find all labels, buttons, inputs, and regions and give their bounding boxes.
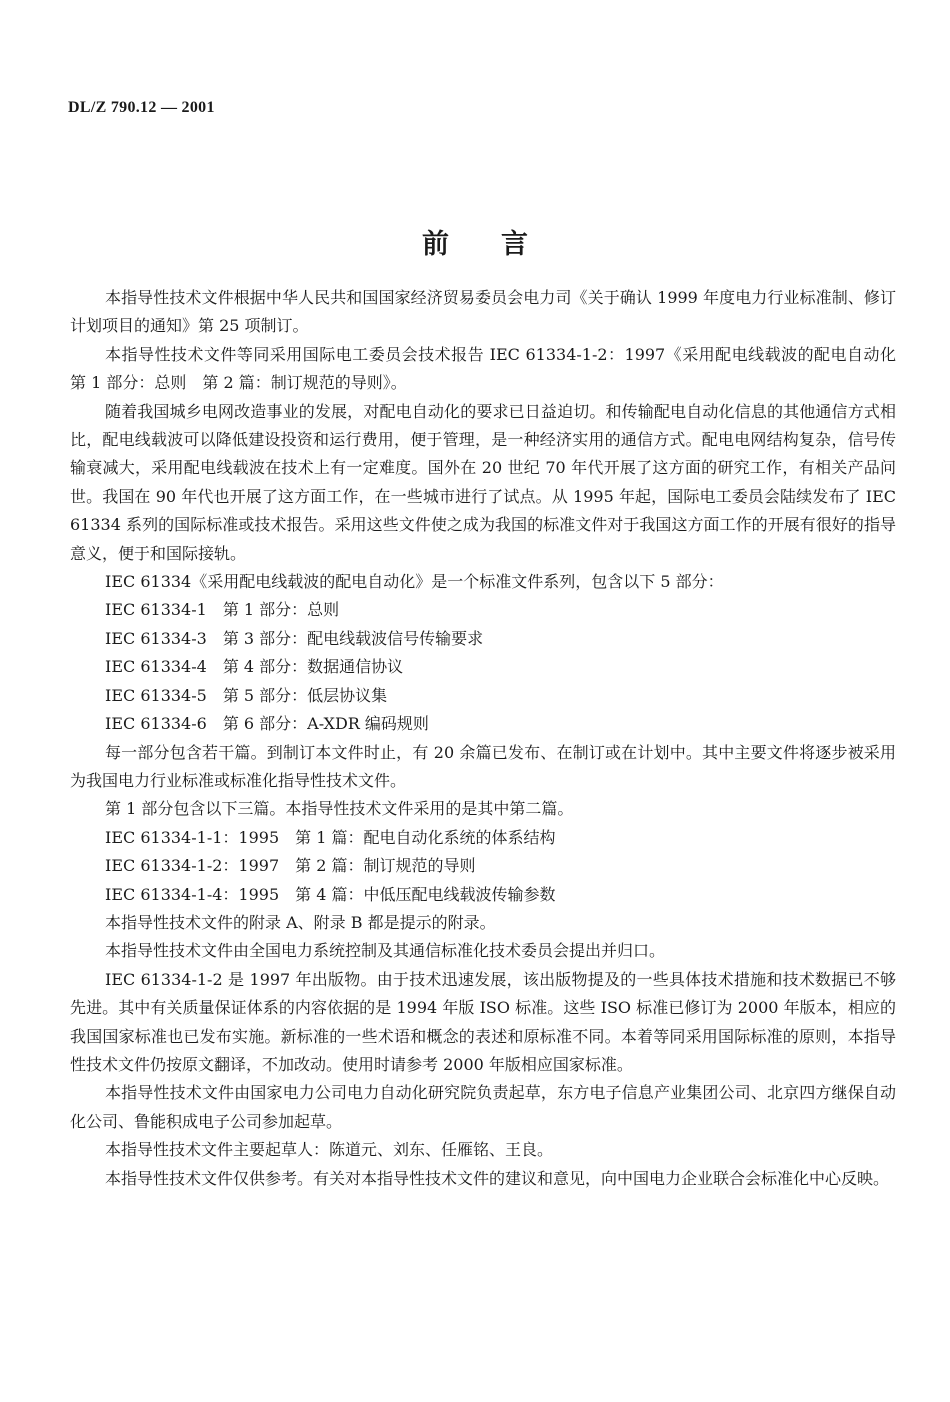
paragraph: 本指导性技术文件由国家电力公司电力自动化研究院负责起草，东方电子信息产业集团公司、北京四方继保自动化公司、鲁能积成电子公司参加起草。 [70,1083,896,1131]
list-item: IEC 61334-1 第 1 部分：总则 [105,600,340,620]
foreword-body [70,284,913,1193]
paragraph: 第 1 部分包含以下三篇。本指导性技术文件采用的是其中第二篇。 [105,799,574,819]
paragraph: 本指导性技术文件根据中华人民共和国国家经济贸易委员会电力司《关于确认 1999 年度电力行业标准制、修订计划项目的通知》第 25 项制订。 [70,288,896,336]
paragraph: IEC 61334《采用配电线载波的配电自动化》是一个标准文件系列，包含以下 5 部分： [105,572,724,592]
paragraph: 随着我国城乡电网改造事业的发展，对配电自动化的要求已日益迫切。和传输配电自动化信息的其他通信方式相比，配电线载波可以降低建设投资和运行费用，便于管理，是一种经济实用的通信方式。配电电网结构复杂，信号传输衰减大，采用配电线载波在技术上有一定难度。国外在 20 世纪 70 年代开展了这方面的研究工作，有相关产品问世。我国在 90 年代也开展了这方面工作，在一些城市进行了试点。从 1995 年起，国际电工委员会陆续发布了 IEC 61334 系列的国际标准或技术报告。采用这些文件使之成为我国的标准文件对于我国这方面工作的开展有很好的指导意义，便于和国际接轨。 [70,401,896,563]
paragraph: 每一部分包含若干篇。到制订本文件时止，有 20 余篇已发布、在制订或在计划中。其中主要文件将逐步被采用为我国电力行业标准或标准化指导性技术文件。 [70,742,896,790]
list-item: IEC 61334-6 第 6 部分：A-XDR 编码规则 [105,714,429,734]
list-item: IEC 61334-1-2：1997 第 2 篇：制订规范的导则 [105,856,476,876]
paragraph: 本指导性技术文件仅供参考。有关对本指导性技术文件的建议和意见，向中国电力企业联合会标准化中心反映。 [105,1168,890,1188]
list-item: IEC 61334-3 第 3 部分：配电线载波信号传输要求 [105,628,484,648]
list-item: IEC 61334-1-4：1995 第 4 篇：中低压配电线载波传输参数 [105,884,556,904]
document-id: DL/Z 790.12 — 2001 [68,99,215,116]
list-item: IEC 61334-1-1：1995 第 1 篇：配电自动化系统的体系结构 [105,827,556,847]
paragraph: 本指导性技术文件由全国电力系统控制及其通信标准化技术委员会提出并归口。 [105,941,666,961]
list-item: IEC 61334-5 第 5 部分：低层协议集 [105,685,388,705]
paragraph: 本指导性技术文件的附录 A、附录 B 都是提示的附录。 [105,912,496,932]
paragraph: IEC 61334-1-2 是 1997 年出版物。由于技术迅速发展，该出版物提及的一些具体技术措施和技术数据已不够先进。其中有关质量保证体系的内容依据的是 1994 年版 ISO 标准。这些 ISO 标准已修订为 2000 年版本，相应的我国国家标准也已发布实施。新标准的一些术语和概念的表述和原标准不同。本着等同采用国际标准的原则，本指导性技术文件仍按原文翻译，不加改动。使用时请参考 2000 年版相应国家标准。 [70,969,896,1074]
paragraph: 本指导性技术文件主要起草人：陈道元、刘东、任雁铭、王良。 [105,1140,554,1160]
paragraph: 本指导性技术文件等同采用国际电工委员会技术报告 IEC 61334-1-2：1997《采用配电线载波的配电自动化 第 1 部分：总则 第 2 篇：制订规范的导则》。 [70,344,913,393]
list-item: IEC 61334-4 第 4 部分：数据通信协议 [105,657,404,677]
page-title: 前言 [422,229,580,260]
